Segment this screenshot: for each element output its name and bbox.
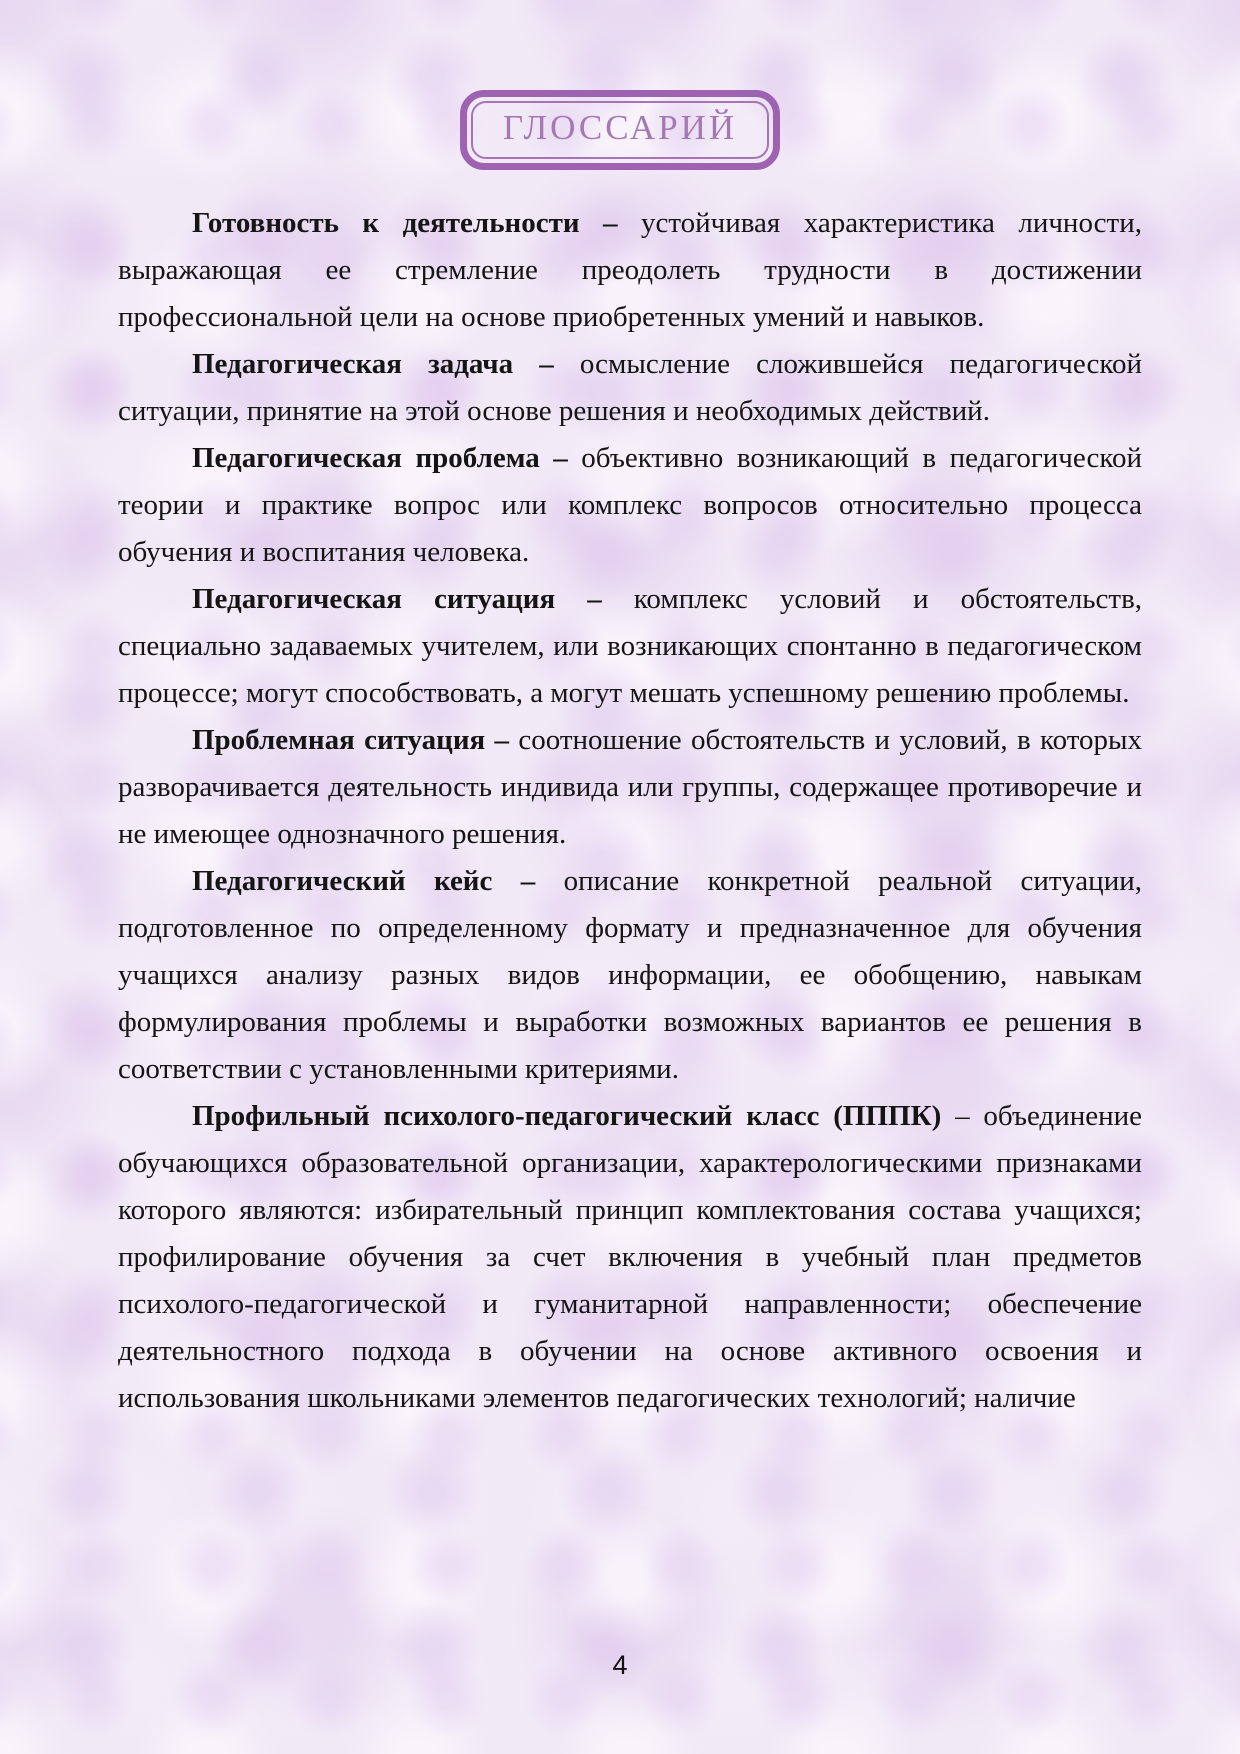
glossary-term: Педагогическая ситуация – [192, 583, 634, 615]
glossary-title-box-inner [471, 101, 769, 159]
glossary-entry [118, 717, 1142, 858]
glossary-definition: осмысление сложившейся педагогической ситуации, принятие на этой основе решения и необходимых действий. [118, 348, 1142, 427]
glossary-term: Готовность к деятельности – [192, 207, 641, 239]
glossary-term: Педагогическая проблема – [192, 442, 582, 474]
glossary-entry [118, 341, 1142, 435]
glossary-term: Педагогическая задача – [192, 348, 580, 380]
glossary-definition: комплекс условий и обстоятельств, специально задаваемых учителем, или возникающих спонтанно в педагогическом процессе; могут способствовать, а могут мешать успешному решению проблемы. [118, 583, 1143, 709]
glossary-content [118, 200, 1142, 1422]
page-title: ГЛОССАРИЙ [502, 108, 738, 147]
glossary-entry [118, 858, 1142, 1093]
glossary-entry [118, 435, 1142, 576]
glossary-definition: описание конкретной реальной ситуации, подготовленное по определенному формату и предназначенное для обучения учащихся анализу разных видов информации, ее обобщению, навыкам формулирования проблемы и выработки возможных вариантов ее решения в соответствии с установленными критериями. [118, 865, 1142, 1085]
glossary-definition: – объединение обучающихся образовательной организации, характерологическими признаками которого являются: избирательный принцип комплектования состава учащихся; профилирование обучения за счет включения в учебный план предметов психолого-педагогической и гуманитарной направленности; обеспечение деятельностного подхода в обучении на основе активного освоения и использования школьниками элементов педагогических технологий; наличие [118, 1100, 1143, 1414]
title-row [0, 0, 1240, 170]
glossary-term: Проблемная ситуация – [192, 724, 519, 756]
glossary-definition: устойчивая характеристика личности, выражающая ее стремление преодолеть трудности в достижении профессиональной цели на основе приобретенных умений и навыков. [118, 207, 1142, 333]
glossary-definition: соотношение обстоятельств и условий, в которых разворачивается деятельность индивида или группы, содержащее противоречие и не имеющее однозначного решения. [118, 724, 1142, 850]
glossary-entry [118, 200, 1142, 341]
glossary-entry [118, 1093, 1142, 1422]
glossary-term: Профильный психолого-педагогический класс (ПППК) [192, 1100, 942, 1132]
glossary-title-box [460, 90, 780, 170]
glossary-term: Педагогический кейс – [192, 865, 564, 897]
page-number: 4 [612, 1650, 628, 1680]
glossary-entry [118, 576, 1142, 717]
glossary-definition: объективно возникающий в педагогической теории и практике вопрос или комплекс вопросов относительно процесса обучения и воспитания человека. [118, 442, 1142, 568]
